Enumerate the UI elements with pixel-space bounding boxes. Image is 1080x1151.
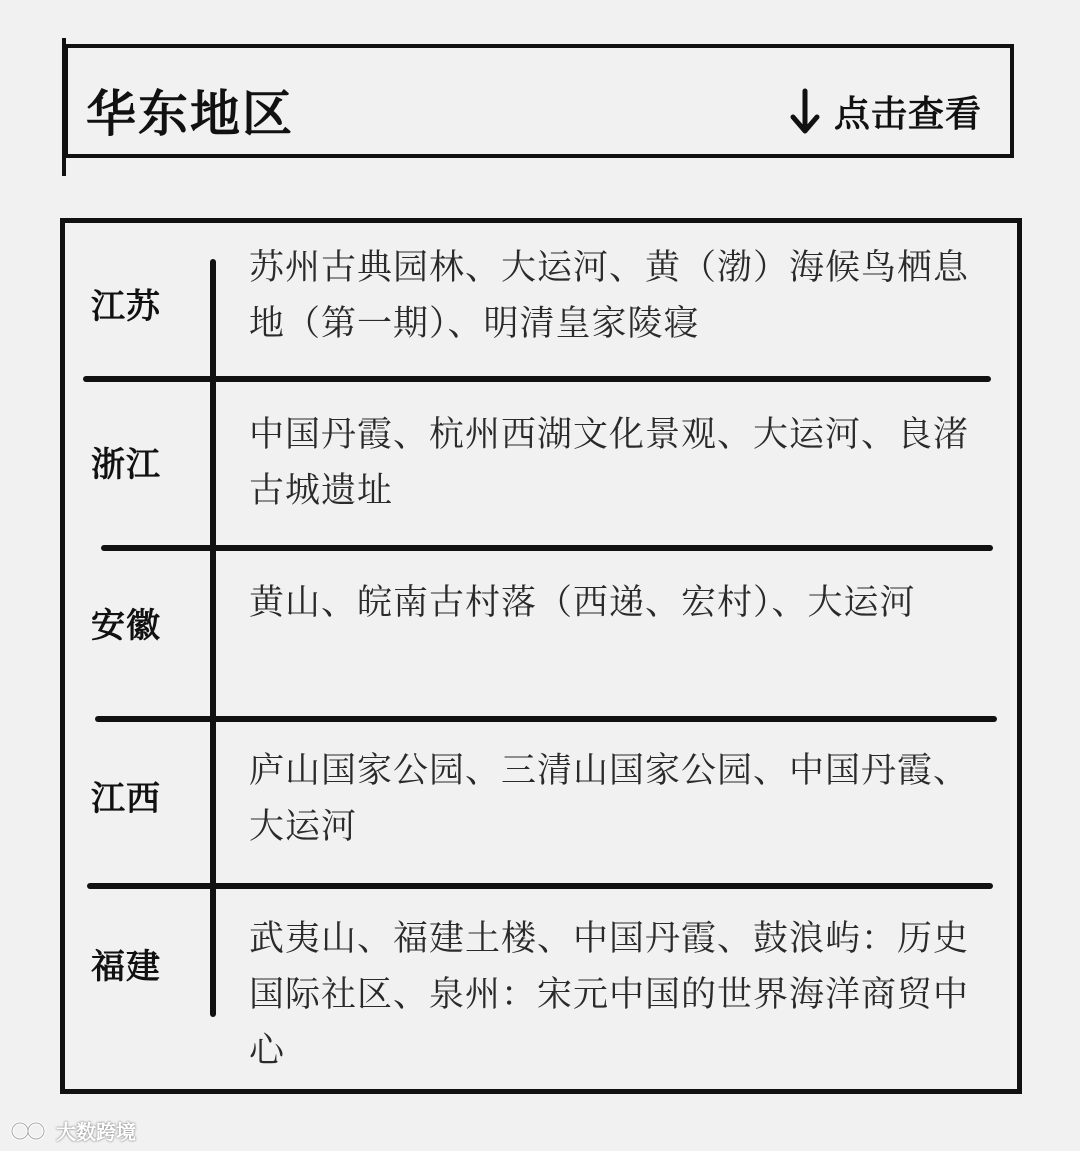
sites-cell: 中国丹霞、杭州西湖文化景观、大运河、良渚古城遗址 [249, 415, 970, 511]
province-cell: 浙江 [91, 445, 161, 485]
province-cell: 江西 [91, 779, 161, 819]
province-cell: 江苏 [91, 287, 161, 327]
sites-cell: 武夷山、福建土楼、中国丹霞、鼓浪屿：历史国际社区、泉州：宋元中国的世界海洋商贸中心 [249, 919, 970, 1071]
row-divider [83, 376, 991, 382]
row-divider [101, 545, 993, 551]
row-divider [95, 716, 997, 722]
region-header [64, 44, 1014, 158]
sites-cell: 黄山、皖南古村落（西递、宏村）、大运河 [249, 583, 916, 623]
view-details-label: 点击查看 [833, 94, 982, 135]
province-cell: 福建 [91, 947, 161, 987]
row-divider [87, 883, 993, 889]
province-cell: 安徽 [91, 606, 161, 646]
watermark-logo-icon [10, 1118, 50, 1144]
sites-cell: 庐山国家公园、三清山国家公园、中国丹霞、大运河 [249, 751, 970, 847]
column-divider [210, 259, 216, 1017]
arrow-down-icon [788, 87, 822, 137]
watermark [10, 1116, 136, 1145]
sites-cell: 苏州古典园林、大运河、黄（渤）海候鸟栖息地（第一期）、明清皇家陵寝 [249, 248, 970, 344]
view-details-link[interactable] [788, 86, 982, 137]
heritage-table [60, 218, 1022, 1094]
watermark-text: 大数跨境 [56, 1120, 136, 1144]
page-title: 华东地区 [86, 85, 294, 143]
